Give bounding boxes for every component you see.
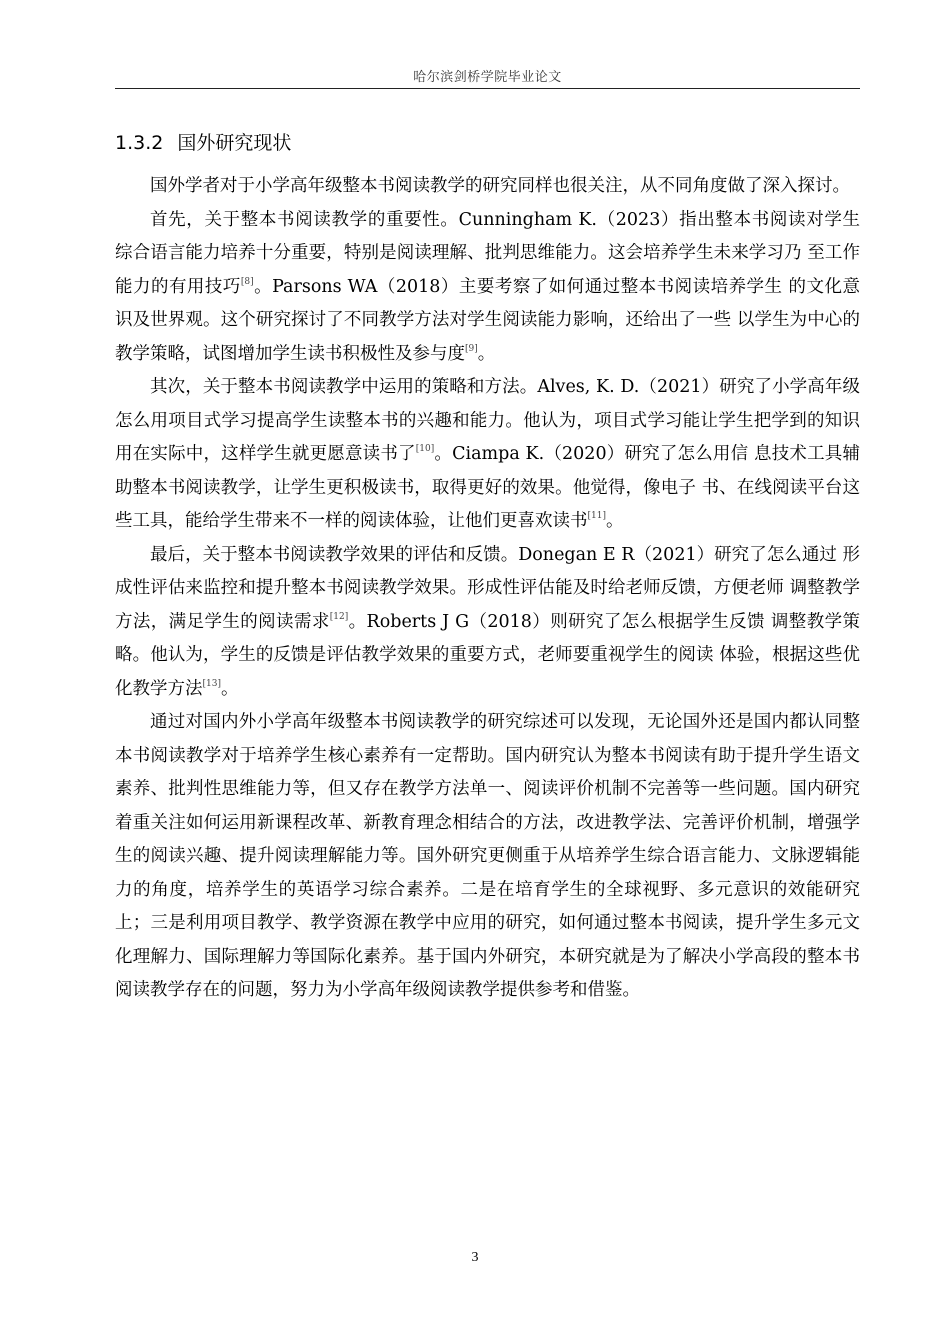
body-paragraph [115, 170, 860, 204]
paragraph-text: 。Parsons WA（2018）主要考察了如何通过整本书阅读培养学生 的文化意识及世界观。这个研究探讨了不同教学方法对学生阅读能力影响，还给出了一些 以学生为中心的教学策略，试图增加学生读书积极性及参与度 [115, 276, 860, 364]
running-header: 哈尔滨剑桥学院毕业论文 [413, 70, 562, 85]
citation-ref: [12] [329, 611, 349, 622]
page-number: 3 [471, 1250, 479, 1265]
paragraph-text: 。Ciampa K.（2020）研究了怎么用信 息技术工具辅助整本书阅读教学，让学生更积极读书，取得更好的效果。他觉得，像电子 书、在线阅读平台这些工具，能给学生带来不一样的阅读体验，让他们更喜欢读书 [115, 444, 860, 531]
paragraph-text: 通过对国内外小学高年级整本书阅读教学的研究综述可以发现，无论国外还是国内都认同整本书阅读教学对于培养学生核心素养有一定帮助。国内研究认为整本书阅读有助于提升学生语文素养、批判性思维能力等，但又存在教学方法单一、阅读评价机制不完善等一些问题。国内研究着重关注如何运用新课程改革、新教育理念相结合的方法，改进教学法、完善评价机制，增强学生的阅读兴趣、提升阅读理解能力等。国外研究更侧重于从培养学生综合语言能力、文脉逻辑能力的角度，培养学生的英语学习综合素养。二是在培育学生的全球视野、多元意识的效能研究上；三是利用项目教学、教学资源在教学中应用的研究，如何通过整本书阅读，提升学生多元文化理解力、国际理解力等国际化素养。基于国内外研究，本研究就是为了解决小学高段的整本书阅读教学存在的问题，努力为小学高年级阅读教学提供参考和借鉴。 [115, 712, 860, 1000]
body-paragraph [115, 706, 860, 1008]
citation-ref: [8] [240, 276, 254, 287]
paragraph-text: 国外学者对于小学高年级整本书阅读教学的研究同样也很关注，从不同角度做了深入探讨。 [150, 176, 850, 196]
body-paragraph [115, 204, 860, 372]
paragraph-text: 。 [477, 343, 496, 364]
paragraph-text: 首先，关于整本书阅读教学的重要性。Cunningham K.（2023）指出整本书阅读对学生 综合语言能力培养十分重要，特别是阅读理解、批判思维能力。这会培养学生未来学习乃 至工作能力的有用技巧 [115, 209, 860, 297]
paragraph-text: 。 [605, 511, 624, 531]
citation-ref: [11] [587, 511, 606, 521]
section-number: 1.3.2 [115, 132, 164, 154]
body-paragraph [115, 539, 860, 707]
body-paragraph [115, 371, 860, 539]
citation-ref: [13] [202, 678, 221, 689]
citation-ref: [9] [465, 343, 478, 354]
section-heading [115, 128, 291, 155]
paragraph-text: 最后，关于整本书阅读教学效果的评估和反馈。Donegan E R（2021）研究了怎么通过 形成性评估来监控和提升整本书阅读教学效果。形成性评估能及时给老师反馈，方便老师 调整教学方法，满足学生的阅读需求 [115, 544, 860, 632]
paragraph-text: 其次，关于整本书阅读教学中运用的策略和方法。Alves, K. D.（2021）研究了小学高年级怎么用项目式学习提高学生读整本书的兴趣和能力。他认为，项目式学习能让学生把学到的知识用在实际中，这样学生就更愿意读书了 [115, 377, 860, 464]
section-title-text: 国外研究现状 [177, 132, 292, 154]
citation-ref: [10] [415, 444, 435, 454]
header-divider [115, 88, 860, 89]
paragraph-text: 。 [220, 678, 239, 699]
paragraph-text: 。Roberts J G（2018）则研究了怎么根据学生反馈 调整教学策略。他认为，学生的反馈是评估教学效果的重要方式，老师要重视学生的阅读 体验，根据这些优化教学方法 [115, 611, 860, 699]
body-text [115, 170, 860, 1008]
